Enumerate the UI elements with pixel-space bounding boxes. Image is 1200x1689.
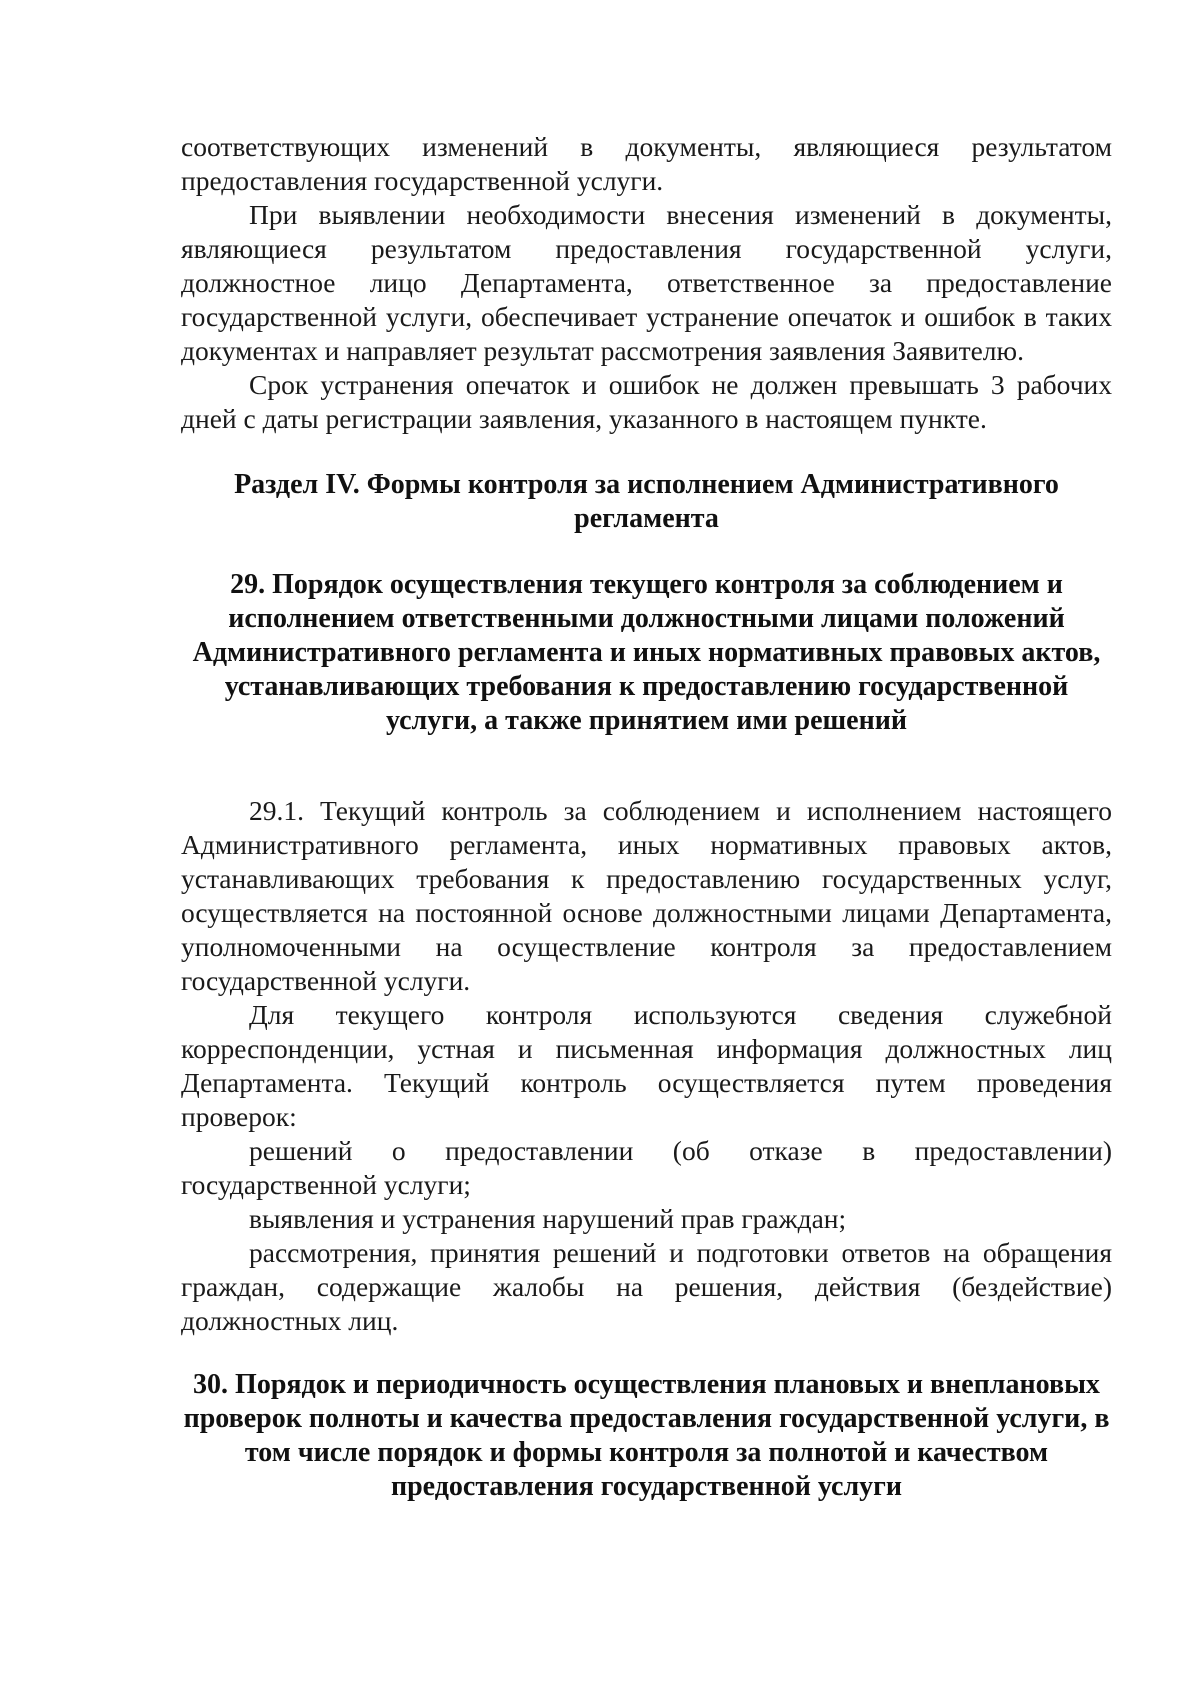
subsection-heading-30: [181, 1368, 1112, 1504]
paragraph-29-1: 29.1. Текущий контроль за соблюдением и исполнением настоящего Административного регламента, иных нормативных правовых актов, устанавливающих требования к предоставлению государственных услуг, осуществляется на постоянной основе должностными лицами Департамента, уполномоченными на осуществление контроля за предоставлением государственной услуги.: [181, 795, 1112, 996]
section-heading: [181, 468, 1112, 536]
heading-30-line: 30. Порядок и периодичность осуществления плановых и внеплановых: [193, 1369, 1100, 1400]
heading-30-line: проверок полноты и качества предоставления государственной услуги, в: [183, 1403, 1110, 1434]
list-item-complaints: рассмотрения, принятия решений и подготовки ответов на обращения граждан, содержащие жалобы на решения, действия (бездействие) должностных лиц.: [181, 1237, 1112, 1336]
section-heading-line: регламента: [574, 503, 719, 534]
heading-29-line: устанавливающих требования к предоставлению государственной: [224, 671, 1069, 702]
list-item-decisions: решений о предоставлении (об отказе в предоставлении) государственной услуги;: [181, 1135, 1112, 1200]
paragraph-corrections-deadline: Срок устранения опечаток и ошибок не должен превышать 3 рабочих дней с даты регистрации заявления, указанного в настоящем пункте.: [181, 369, 1112, 434]
paragraph-control-sources: Для текущего контроля используются сведения служебной корреспонденции, устная и письменная информация должностных лиц Департамента. Текущий контроль осуществляется путем проведения проверок:: [181, 999, 1112, 1132]
list-item-violations: выявления и устранения нарушений прав граждан;: [249, 1203, 847, 1234]
heading-29-line: 29. Порядок осуществления текущего контроля за соблюдением и: [230, 569, 1063, 600]
document-page: [181, 130, 1112, 1504]
section-heading-line: Раздел IV. Формы контроля за исполнением Административного: [234, 469, 1059, 500]
paragraph-corrections-procedure: При выявлении необходимости внесения изменений в документы, являющиеся результатом предоставления государственной услуги, должностное лицо Департамента, ответственное за предоставление государственной услуги, обеспечивает устранение опечаток и ошибок в таких документах и направляет результат рассмотрения заявления Заявителю.: [181, 199, 1112, 366]
heading-30-line: предоставления государственной услуги: [390, 1471, 903, 1502]
heading-29-line: исполнением ответственными должностными лицами положений: [228, 603, 1065, 634]
heading-29-line: услуги, а также принятием ими решений: [385, 705, 908, 736]
heading-30-line: том числе порядок и формы контроля за полнотой и качеством: [244, 1437, 1049, 1468]
paragraph-continuation: соответствующих изменений в документы, являющиеся результатом предоставления государственной услуги.: [181, 131, 1112, 196]
heading-29-line: Административного регламента и иных нормативных правовых актов,: [192, 637, 1101, 668]
subsection-heading-29: [181, 568, 1112, 738]
